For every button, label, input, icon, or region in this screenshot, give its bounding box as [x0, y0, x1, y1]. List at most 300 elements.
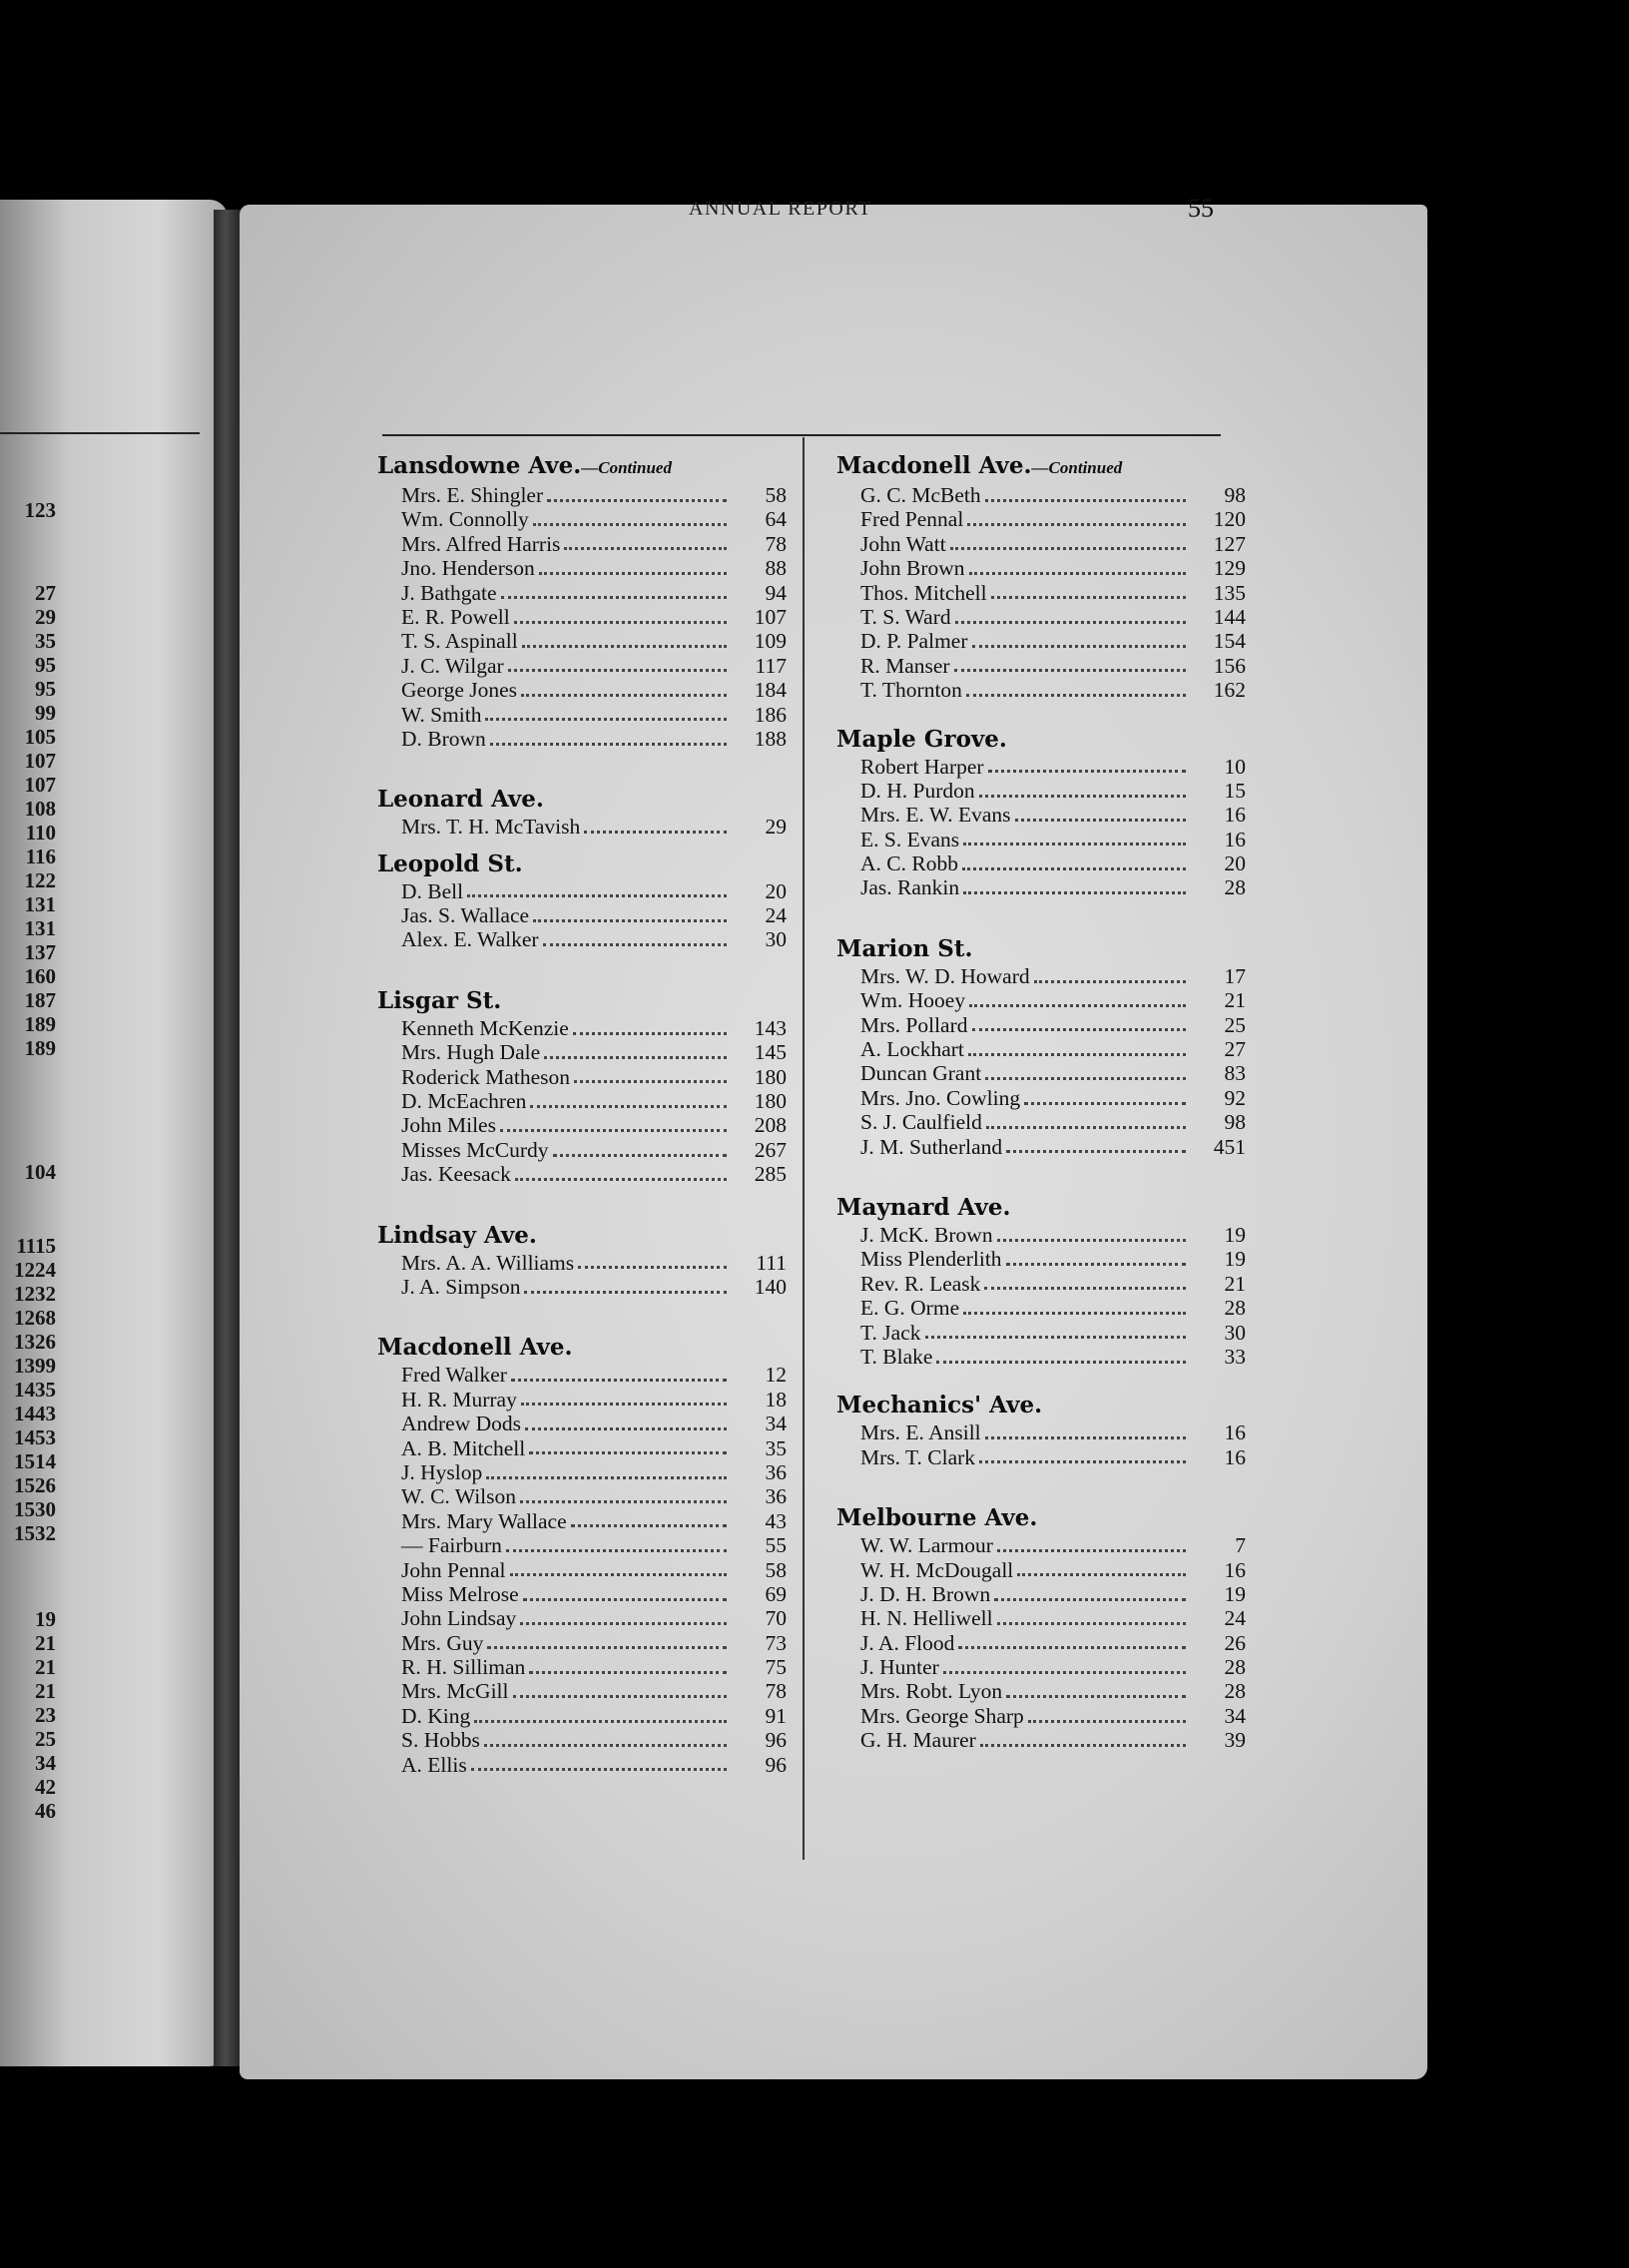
dot-leader	[486, 1476, 727, 1479]
facing-page-number: 21	[35, 1679, 56, 1703]
resident-entry	[377, 1275, 787, 1299]
house-number: 16	[1224, 827, 1246, 851]
house-number: 18	[765, 1387, 787, 1412]
dot-leader	[963, 1312, 1186, 1315]
facing-page-rule	[0, 432, 200, 434]
resident-entry	[836, 654, 1246, 678]
resident-entry	[377, 1363, 787, 1387]
dot-leader	[997, 1549, 1186, 1552]
street-section	[377, 785, 787, 839]
house-number: 28	[1224, 1296, 1246, 1321]
resident-name: Andrew Dods	[401, 1412, 522, 1436]
house-number: 15	[1224, 778, 1246, 803]
dot-leader	[467, 894, 727, 897]
facing-page-number: 123	[24, 498, 56, 522]
facing-page-number: 1232	[14, 1282, 56, 1306]
house-number: 39	[1224, 1728, 1246, 1753]
resident-entry	[377, 1040, 787, 1064]
house-number: 91	[765, 1703, 787, 1728]
facing-page-number: 95	[35, 653, 56, 677]
facing-page-number: 189	[24, 1012, 56, 1036]
facing-page-number: 107	[24, 749, 56, 773]
resident-name: Mrs. T. H. McTavish	[401, 815, 581, 840]
house-number: 35	[765, 1435, 787, 1460]
dot-leader	[969, 572, 1186, 575]
resident-entry	[377, 1509, 787, 1533]
resident-list	[377, 483, 787, 751]
house-number: 34	[765, 1412, 787, 1436]
resident-entry	[836, 755, 1246, 779]
street-section	[836, 1193, 1246, 1369]
facing-page-number: 189	[24, 1036, 56, 1060]
dot-leader	[984, 1287, 1186, 1290]
street-name: Lansdowne Ave.	[377, 452, 582, 479]
dot-leader	[506, 1549, 727, 1552]
resident-entry	[836, 988, 1246, 1012]
dot-leader	[508, 669, 727, 672]
continued-label: —Continued	[581, 458, 672, 477]
house-number: 24	[1224, 1606, 1246, 1631]
house-number: 180	[754, 1089, 787, 1114]
resident-name: E. S. Evans	[860, 827, 960, 851]
house-number: 127	[1213, 531, 1246, 556]
facing-page-number: 104	[24, 1160, 56, 1184]
street-heading	[377, 850, 787, 879]
dot-leader	[963, 843, 1186, 846]
dot-leader	[985, 499, 1186, 502]
house-number: 129	[1213, 556, 1246, 581]
resident-entry	[836, 1420, 1246, 1444]
house-number: 88	[765, 556, 787, 581]
house-number: 135	[1213, 580, 1246, 605]
resident-entry	[377, 1436, 787, 1460]
facing-page-number: 108	[24, 797, 56, 821]
resident-name: G. H. Maurer	[860, 1728, 976, 1753]
resident-name: T. Thornton	[860, 678, 962, 703]
resident-name: Mrs. T. Clark	[860, 1444, 976, 1469]
dot-leader	[543, 943, 727, 946]
resident-name: Mrs. Mary Wallace	[401, 1508, 567, 1533]
house-number: 267	[754, 1137, 787, 1162]
house-number: 16	[1224, 1444, 1246, 1469]
resident-entry	[836, 1345, 1246, 1369]
house-number: 96	[765, 1752, 787, 1777]
resident-entry	[377, 1631, 787, 1655]
dot-leader	[522, 645, 727, 648]
resident-entry	[836, 1296, 1246, 1320]
resident-name: Misses McCurdy	[401, 1137, 549, 1162]
facing-page-number: 42	[35, 1775, 56, 1799]
resident-entry	[377, 1251, 787, 1275]
house-number: 24	[765, 903, 787, 928]
house-number: 145	[754, 1040, 787, 1065]
street-section	[836, 451, 1246, 703]
dot-leader	[994, 1598, 1186, 1601]
resident-entry	[377, 654, 787, 678]
resident-name: J. A. Flood	[860, 1630, 955, 1655]
resident-name: Wm. Connolly	[401, 507, 529, 532]
house-number: 64	[765, 507, 787, 532]
resident-entry	[836, 1445, 1246, 1469]
header-rule	[382, 434, 1221, 436]
resident-entry	[377, 1728, 787, 1752]
house-number: 29	[765, 815, 787, 840]
resident-name: John Pennal	[401, 1557, 506, 1582]
dot-leader	[487, 1646, 727, 1649]
facing-page-number: 1399	[14, 1354, 56, 1378]
dot-leader	[963, 891, 1186, 894]
house-number: 208	[754, 1113, 787, 1138]
street-heading	[836, 1193, 1246, 1223]
resident-entry	[836, 1247, 1246, 1271]
house-number: 55	[765, 1533, 787, 1558]
resident-name: Jno. Henderson	[401, 556, 535, 581]
house-number: 92	[1224, 1085, 1246, 1110]
dot-leader	[979, 1460, 1186, 1463]
street-heading	[836, 1503, 1246, 1533]
resident-name: T. S. Ward	[860, 604, 951, 629]
resident-name: Mrs. E. W. Evans	[860, 803, 1011, 828]
resident-name: J. M. Sutherland	[860, 1134, 1003, 1159]
resident-name: D. H. Purdon	[860, 778, 975, 803]
resident-entry	[377, 1753, 787, 1777]
resident-name: Mrs. McGill	[401, 1679, 509, 1704]
resident-entry	[836, 779, 1246, 803]
resident-list	[836, 483, 1246, 703]
resident-entry	[836, 851, 1246, 875]
dot-leader	[514, 621, 727, 624]
facing-page-number: 35	[35, 629, 56, 653]
house-number: 26	[1224, 1630, 1246, 1655]
house-number: 78	[765, 1679, 787, 1704]
house-number: 36	[765, 1459, 787, 1484]
resident-name: D. McEachren	[401, 1089, 527, 1114]
resident-entry	[836, 875, 1246, 899]
facing-page-number: 1435	[14, 1378, 56, 1402]
resident-name: Mrs. Pollard	[860, 1012, 968, 1037]
resident-name: Mrs. Jno. Cowling	[860, 1085, 1021, 1110]
facing-page-number: 25	[35, 1727, 56, 1751]
house-number: 43	[765, 1508, 787, 1533]
resident-entry	[377, 903, 787, 927]
house-number: 78	[765, 531, 787, 556]
resident-list	[836, 1223, 1246, 1369]
resident-entry	[377, 927, 787, 951]
facing-page-number: 1526	[14, 1473, 56, 1497]
dot-leader	[547, 499, 727, 502]
dot-leader	[925, 1336, 1187, 1339]
dot-leader	[985, 1436, 1186, 1439]
resident-entry	[836, 1704, 1246, 1728]
resident-name: E. R. Powell	[401, 604, 510, 629]
street-name: Melbourne Ave.	[836, 1504, 1038, 1532]
dot-leader	[936, 1361, 1186, 1364]
facing-page-number: 29	[35, 605, 56, 629]
resident-name: E. G. Orme	[860, 1296, 960, 1321]
resident-name: Alex. E. Walker	[401, 927, 539, 952]
resident-entry	[836, 1086, 1246, 1110]
house-number: 69	[765, 1581, 787, 1606]
facing-page-number: 34	[35, 1751, 56, 1775]
dot-leader	[539, 572, 727, 575]
resident-list	[836, 1420, 1246, 1469]
street-section	[377, 1221, 787, 1300]
house-number: 75	[765, 1655, 787, 1680]
resident-entry	[377, 581, 787, 605]
resident-entry	[836, 483, 1246, 507]
house-number: 156	[1213, 653, 1246, 678]
facing-page-number: 105	[24, 725, 56, 749]
dot-leader	[513, 1695, 728, 1698]
street-section	[377, 986, 787, 1187]
resident-name: S. J. Caulfield	[860, 1110, 982, 1135]
dot-leader	[511, 1379, 727, 1382]
house-number: 30	[1224, 1320, 1246, 1345]
resident-name: W. C. Wilson	[401, 1484, 517, 1509]
resident-name: John Brown	[860, 556, 965, 581]
facing-page-number: 1530	[14, 1497, 56, 1521]
resident-name: Miss Plenderlith	[860, 1247, 1002, 1272]
dot-leader	[954, 669, 1186, 672]
dot-leader	[564, 547, 727, 550]
resident-entry	[836, 1223, 1246, 1247]
house-number: 28	[1224, 1655, 1246, 1680]
house-number: 16	[1224, 1420, 1246, 1445]
resident-name: D. Bell	[401, 878, 464, 903]
street-section	[377, 451, 787, 751]
dot-leader	[471, 1768, 727, 1771]
street-heading	[836, 1391, 1246, 1420]
resident-entry	[377, 1533, 787, 1557]
dot-leader	[958, 1646, 1186, 1649]
house-number: 10	[1224, 754, 1246, 779]
facing-page-number: 27	[35, 581, 56, 605]
street-section	[836, 1503, 1246, 1753]
dot-leader	[571, 1524, 727, 1527]
house-number: 58	[765, 1557, 787, 1582]
resident-entry	[836, 1135, 1246, 1159]
right-column	[836, 451, 1246, 1753]
house-number: 16	[1224, 1557, 1246, 1582]
house-number: 28	[1224, 1679, 1246, 1704]
resident-list	[836, 964, 1246, 1159]
house-number: 140	[754, 1274, 787, 1299]
resident-name: Mrs. W. D. Howard	[860, 963, 1030, 988]
house-number: 98	[1224, 1110, 1246, 1135]
resident-name: G. C. McBeth	[860, 483, 981, 507]
resident-name: Wm. Hooey	[860, 988, 966, 1013]
street-name: Macdonell Ave.	[836, 452, 1032, 479]
resident-entry	[377, 532, 787, 556]
resident-entry	[836, 1272, 1246, 1296]
dot-leader	[1028, 1720, 1186, 1723]
house-number: 96	[765, 1728, 787, 1753]
house-number: 12	[765, 1363, 787, 1388]
resident-name: George Jones	[401, 678, 518, 703]
dot-leader	[1024, 1102, 1186, 1105]
facing-page-number: 1268	[14, 1306, 56, 1330]
dot-leader	[1006, 1150, 1186, 1153]
resident-entry	[836, 1655, 1246, 1679]
dot-leader	[578, 1266, 727, 1269]
resident-entry	[377, 507, 787, 531]
resident-entry	[377, 1558, 787, 1582]
resident-entry	[377, 1679, 787, 1703]
dot-leader	[490, 743, 727, 746]
resident-name: Mrs. George Sharp	[860, 1703, 1024, 1728]
resident-entry	[377, 879, 787, 903]
resident-name: Jas. S. Wallace	[401, 903, 530, 928]
facing-page-number: 46	[35, 1799, 56, 1823]
street-name: Macdonell Ave.	[377, 1334, 573, 1362]
dot-leader	[969, 1004, 1186, 1007]
street-heading	[836, 451, 1246, 483]
resident-name: J. A. Simpson	[401, 1274, 521, 1299]
resident-name: Rev. R. Leask	[860, 1271, 981, 1296]
facing-page-number: 95	[35, 677, 56, 701]
resident-name: Mrs. Robt. Lyon	[860, 1679, 1003, 1704]
resident-name: Mrs. E. Shingler	[401, 483, 544, 507]
house-number: 19	[1224, 1581, 1246, 1606]
running-title: ANNUAL REPORT	[689, 198, 872, 220]
page-number: 55	[1188, 194, 1214, 223]
resident-name: J. McK. Brown	[860, 1222, 993, 1247]
resident-entry	[377, 629, 787, 653]
dot-leader	[533, 919, 727, 922]
resident-name: Jas. Rankin	[860, 875, 960, 900]
resident-name: T. Blake	[860, 1344, 933, 1369]
street-section	[836, 934, 1246, 1159]
dot-leader	[553, 1154, 727, 1157]
resident-list	[377, 1251, 787, 1300]
house-number: 162	[1213, 678, 1246, 703]
house-number: 19	[1224, 1222, 1246, 1247]
resident-name: Robert Harper	[860, 754, 984, 779]
column-divider	[803, 437, 805, 1860]
resident-list	[377, 1016, 787, 1187]
resident-name: S. Hobbs	[401, 1728, 480, 1753]
dot-leader	[484, 1744, 727, 1747]
continued-label: —Continued	[1031, 458, 1123, 477]
house-number: 20	[1224, 851, 1246, 876]
house-number: 184	[754, 678, 787, 703]
resident-entry	[836, 1558, 1246, 1582]
street-name: Lisgar St.	[377, 986, 502, 1014]
resident-name: J. Hyslop	[401, 1459, 483, 1484]
street-heading	[377, 785, 787, 815]
dot-leader	[573, 1032, 727, 1035]
dot-leader	[501, 596, 727, 599]
resident-entry	[836, 1110, 1246, 1134]
resident-name: W. Smith	[401, 702, 482, 727]
resident-name: Thos. Mitchell	[860, 580, 987, 605]
resident-list	[836, 1533, 1246, 1753]
street-heading	[836, 725, 1246, 755]
resident-name: D. King	[401, 1703, 471, 1728]
facing-page-number: 1443	[14, 1402, 56, 1425]
resident-name: Duncan Grant	[860, 1061, 982, 1086]
resident-entry	[836, 1728, 1246, 1752]
house-number: 117	[755, 653, 787, 678]
house-number: 19	[1224, 1247, 1246, 1272]
resident-name: John Miles	[401, 1113, 496, 1138]
resident-entry	[377, 1704, 787, 1728]
resident-name: Mrs. E. Ansill	[860, 1420, 981, 1445]
resident-entry	[377, 1460, 787, 1484]
house-number: 21	[1224, 988, 1246, 1013]
dot-leader	[986, 1126, 1186, 1129]
resident-name: John Lindsay	[401, 1606, 517, 1631]
facing-page-number: 107	[24, 773, 56, 797]
dot-leader	[1034, 980, 1186, 983]
facing-page-number: 19	[35, 1607, 56, 1631]
resident-entry	[377, 1138, 787, 1162]
resident-name: John Watt	[860, 531, 946, 556]
resident-name: Mrs. A. A. Williams	[401, 1250, 575, 1275]
resident-entry	[377, 1412, 787, 1435]
house-number: 73	[765, 1630, 787, 1655]
house-number: 451	[1213, 1134, 1246, 1159]
resident-name: A. Ellis	[401, 1752, 467, 1777]
resident-entry	[836, 1631, 1246, 1655]
house-number: 33	[1224, 1344, 1246, 1369]
resident-name: T. Jack	[860, 1320, 921, 1345]
street-name: Leonard Ave.	[377, 786, 544, 814]
resident-entry	[377, 1065, 787, 1089]
house-number: 94	[765, 580, 787, 605]
resident-name: H. N. Helliwell	[860, 1606, 993, 1631]
resident-list	[377, 1363, 787, 1777]
dot-leader	[943, 1671, 1186, 1674]
resident-entry	[836, 581, 1246, 605]
house-number: 30	[765, 927, 787, 952]
resident-entry	[377, 678, 787, 702]
street-name: Leopold St.	[377, 850, 523, 877]
house-number: 25	[1224, 1012, 1246, 1037]
house-number: 180	[754, 1064, 787, 1089]
house-number: 16	[1224, 803, 1246, 828]
facing-page-number: 187	[24, 988, 56, 1012]
street-heading	[377, 1221, 787, 1251]
facing-page-number: 1453	[14, 1425, 56, 1449]
resident-name: Fred Pennal	[860, 507, 964, 532]
resident-entry	[836, 803, 1246, 827]
resident-entry	[836, 1582, 1246, 1606]
house-number: 186	[754, 702, 787, 727]
dot-leader	[533, 523, 727, 526]
dot-leader	[1015, 819, 1187, 822]
resident-entry	[836, 1037, 1246, 1061]
facing-page-number: 1224	[14, 1258, 56, 1282]
dot-leader	[529, 1671, 727, 1674]
dot-leader	[997, 1622, 1186, 1625]
house-number: 83	[1224, 1061, 1246, 1086]
page-header	[379, 192, 1218, 226]
resident-entry	[836, 532, 1246, 556]
resident-name: Kenneth McKenzie	[401, 1015, 569, 1040]
resident-entry	[836, 556, 1246, 580]
resident-name: Miss Melrose	[401, 1581, 519, 1606]
dot-leader	[997, 1239, 1186, 1242]
house-number: 70	[765, 1606, 787, 1631]
facing-page-number: 110	[25, 821, 56, 845]
house-number: 20	[765, 878, 787, 903]
resident-list	[377, 815, 787, 839]
dot-leader	[980, 1744, 1186, 1747]
dot-leader	[520, 1500, 727, 1503]
house-number: 28	[1224, 875, 1246, 900]
house-number: 109	[754, 629, 787, 654]
